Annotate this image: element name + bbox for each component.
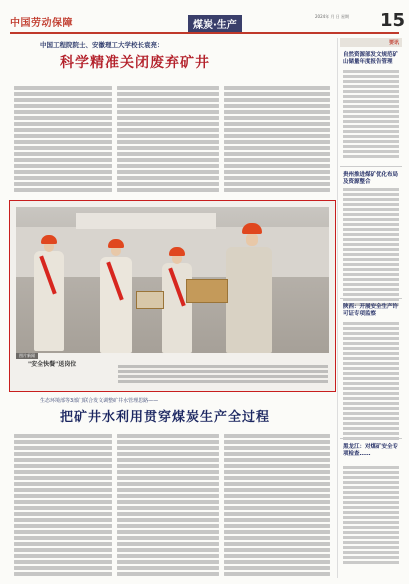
sidebar-item-headline: 陕西：开展安全生产许可证专项监察 xyxy=(343,304,399,317)
article1-kicker: 中国工程院院士、安徽理工大学校长袁亮： xyxy=(40,41,164,49)
article1-col1 xyxy=(14,86,112,194)
page-number: 15 xyxy=(380,10,406,31)
sidebar-item-headline: 黑龙江：对煤矿安全专项检查…… xyxy=(343,444,399,457)
article1-col3 xyxy=(224,86,330,194)
article1-col2 xyxy=(117,86,219,194)
photo-news-frame xyxy=(9,200,336,392)
sidebar-item-text xyxy=(343,188,399,308)
masthead xyxy=(10,10,406,34)
section-title: 煤炭·生产 xyxy=(188,15,242,32)
newspaper-logo: 中国劳动保障 xyxy=(10,18,73,29)
sidebar-item-text xyxy=(343,322,399,442)
article2-col1 xyxy=(14,434,112,578)
sidebar-tag xyxy=(340,38,402,47)
photo-caption-text xyxy=(118,365,328,385)
article2-col3 xyxy=(224,434,330,578)
sidebar-item-text xyxy=(343,70,399,160)
article2-col2 xyxy=(117,434,219,578)
news-sidebar xyxy=(340,38,402,578)
photo-caption-title: "安全快餐"送岗位 xyxy=(28,361,77,368)
sidebar-item-text xyxy=(343,466,399,566)
sidebar-item-headline: 贵州推进煤矿优化布局及资源整合 xyxy=(343,172,399,185)
article2-headline: 把矿井水利用贯穿煤炭生产全过程 xyxy=(60,410,271,425)
column-divider xyxy=(337,38,338,578)
news-photo xyxy=(16,207,329,353)
article1-headline: 科学精准关闭废弃矿井 xyxy=(60,55,210,71)
article2-kicker: 生态环境部等3部门联合发文调整矿井水管理思路—— xyxy=(40,398,159,404)
sidebar-item-headline: 自然资源部发文规范矿山储量年度报告管理 xyxy=(343,52,399,65)
photo-news-label: 图片新闻 xyxy=(16,353,38,359)
issue-meta: 2024年 月 日 星期 xyxy=(315,14,349,19)
sidebar-tag-label: 要讯 xyxy=(388,40,399,46)
